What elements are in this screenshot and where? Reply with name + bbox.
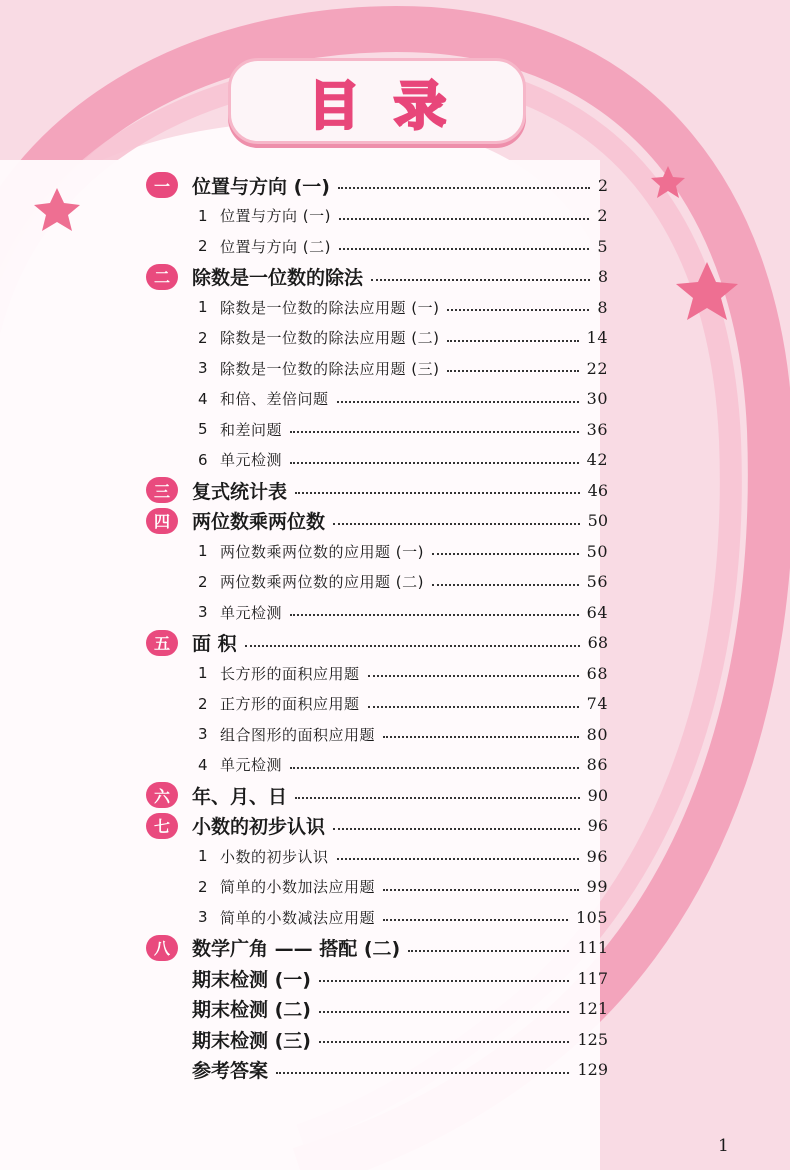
chapter-badge: 三 [146, 477, 178, 503]
toc-page-number: 125 [577, 1029, 608, 1049]
chapter-badge: 四 [146, 508, 178, 534]
page-number: 1 [718, 1136, 729, 1156]
toc-page-number: 64 [586, 602, 608, 622]
toc-entry-label: 正方形的面积应用题 [220, 695, 360, 713]
toc-entry-label: 参考答案 [192, 1060, 269, 1082]
toc-page-number: 96 [587, 816, 608, 835]
toc-chapter-row[interactable] [146, 933, 608, 963]
dot-leader [447, 340, 578, 342]
section-number: 1 [198, 542, 209, 560]
dot-leader [276, 1072, 569, 1074]
section-number: 4 [198, 389, 209, 408]
toc-entry-label: 和倍、差倍问题 [220, 390, 329, 408]
toc-page-number: 68 [587, 633, 608, 652]
section-number: 2 [198, 877, 209, 896]
chapter-badge: 一 [146, 172, 178, 198]
toc-entry-label: 面 积 [192, 633, 237, 655]
toc-extra-row[interactable] [192, 994, 608, 1024]
dot-leader [295, 492, 580, 494]
toc-entry-label: 年、月、日 [192, 785, 288, 808]
dot-leader [337, 401, 579, 403]
dot-leader [368, 706, 579, 708]
section-number: 3 [198, 725, 209, 743]
toc-page-number: 111 [577, 938, 608, 957]
dot-leader [333, 828, 580, 830]
toc-page-number: 86 [586, 755, 608, 774]
toc-page-number: 8 [597, 267, 608, 286]
toc-entry-label: 小数的初步认识 [192, 816, 326, 838]
toc-section-row[interactable] [198, 231, 608, 261]
toc-entry-label: 简单的小数减法应用题 [220, 908, 376, 927]
section-number: 2 [198, 694, 209, 713]
toc-entry-label: 除数是一位数的除法 [192, 267, 364, 289]
dot-leader [371, 279, 590, 281]
toc-chapter-row[interactable] [146, 475, 608, 505]
dot-leader [447, 370, 578, 372]
toc-section-row[interactable] [198, 689, 608, 719]
toc-entry-label: 两位数乘两位数的应用题 (二) [220, 573, 424, 591]
toc-section-row[interactable] [198, 353, 608, 383]
toc-page-number: 14 [586, 328, 608, 347]
toc-section-row[interactable] [198, 414, 608, 444]
dot-leader [383, 736, 579, 738]
toc-page-number: 22 [586, 358, 608, 378]
toc-page-number: 74 [586, 694, 608, 713]
chapter-badge: 六 [146, 782, 178, 808]
title-plate [228, 58, 526, 144]
toc-page-number: 105 [575, 907, 608, 927]
section-number: 1 [198, 664, 209, 682]
section-number: 2 [198, 572, 209, 591]
toc-section-row[interactable] [198, 567, 608, 597]
dot-leader [290, 767, 579, 769]
toc-page-number: 80 [586, 724, 608, 744]
toc-entry-label: 两位数乘两位数的应用题 (一) [220, 542, 424, 561]
section-number: 2 [198, 237, 209, 255]
toc-page-number: 8 [597, 297, 608, 317]
toc-page-number: 46 [587, 480, 608, 500]
dot-leader [290, 614, 579, 616]
toc-page-number: 68 [586, 663, 608, 683]
section-number: 6 [198, 450, 209, 469]
toc-section-row[interactable] [198, 872, 608, 902]
toc-chapter-row[interactable] [146, 506, 608, 536]
toc-page-number: 99 [586, 877, 608, 896]
section-number: 1 [198, 847, 209, 865]
toc-page-number: 42 [586, 450, 608, 469]
toc-chapter-row[interactable] [146, 170, 608, 200]
toc-page-number: 2 [597, 206, 608, 225]
toc-section-row[interactable] [198, 201, 608, 231]
toc-page-number: 30 [586, 389, 608, 408]
dot-leader [383, 919, 568, 921]
toc-entry-label: 除数是一位数的除法应用题 (二) [220, 329, 440, 347]
toc-page-number: 2 [597, 175, 608, 195]
toc-entry-label: 简单的小数加法应用题 [220, 878, 376, 896]
toc-page-number: 50 [587, 511, 608, 530]
chapter-badge: 七 [146, 813, 178, 839]
dot-leader [290, 462, 579, 464]
toc-entry-label: 复式统计表 [192, 480, 288, 503]
toc-entry-label: 小数的初步认识 [220, 847, 329, 866]
page-title: 目录 [307, 76, 480, 137]
toc-section-row[interactable] [198, 384, 608, 414]
toc-page-number: 50 [586, 541, 608, 561]
dot-leader [408, 950, 569, 952]
toc-page-number: 5 [597, 236, 608, 256]
section-number: 2 [198, 328, 209, 347]
dot-leader [319, 980, 569, 982]
toc-entry-label: 期末检测 (三) [192, 1029, 311, 1052]
toc-extra-row[interactable] [192, 1024, 608, 1054]
chapter-badge: 五 [146, 630, 178, 656]
section-number: 5 [198, 420, 209, 438]
dot-leader [447, 309, 589, 311]
toc-section-row[interactable] [198, 902, 608, 932]
dot-leader [333, 523, 580, 525]
toc-chapter-row[interactable] [146, 811, 608, 841]
dot-leader [368, 675, 579, 677]
toc-section-row[interactable] [198, 536, 608, 566]
toc-page-number: 96 [586, 846, 608, 866]
toc-extra-row[interactable] [192, 1055, 608, 1085]
toc-section-row[interactable] [198, 597, 608, 627]
toc-section-row[interactable] [198, 445, 608, 475]
dot-leader [245, 645, 580, 647]
toc-page-number: 129 [577, 1060, 608, 1079]
section-number: 3 [198, 908, 209, 926]
toc-section-row[interactable] [198, 323, 608, 353]
dot-leader [383, 889, 579, 891]
toc-entry-label: 单元检测 [220, 451, 283, 469]
toc-entry-label: 期末检测 (二) [192, 999, 311, 1021]
toc-entry-label: 两位数乘两位数 [192, 511, 326, 533]
toc-chapter-row[interactable] [146, 262, 608, 292]
dot-leader [339, 218, 589, 220]
toc-page-number: 56 [586, 572, 608, 591]
dot-leader [290, 431, 579, 433]
toc-entry-label: 除数是一位数的除法应用题 (三) [220, 359, 440, 378]
toc-extra-row[interactable] [192, 963, 608, 993]
dot-leader [319, 1011, 569, 1013]
toc-entry-label: 位置与方向 (二) [220, 237, 331, 256]
dot-leader [432, 553, 579, 555]
toc-entry-label: 期末检测 (一) [192, 968, 311, 991]
dot-leader [339, 248, 589, 250]
toc-entry-label: 单元检测 [220, 603, 283, 622]
toc-page-number: 36 [586, 419, 608, 439]
toc-entry-label: 位置与方向 (一) [220, 207, 331, 225]
dot-leader [432, 584, 579, 586]
dot-leader [319, 1041, 569, 1043]
toc-chapter-row[interactable] [146, 780, 608, 810]
section-number: 3 [198, 359, 209, 377]
dot-leader [337, 858, 579, 860]
toc-entry-label: 除数是一位数的除法应用题 (一) [220, 298, 440, 317]
section-number: 1 [198, 206, 209, 225]
section-number: 4 [198, 755, 209, 774]
toc-entry-label: 组合图形的面积应用题 [220, 725, 376, 744]
toc-section-row[interactable] [198, 658, 608, 688]
chapter-badge: 二 [146, 264, 178, 290]
toc-entry-label: 单元检测 [220, 756, 283, 774]
toc-page-number: 117 [577, 968, 608, 988]
toc-section-row[interactable] [198, 841, 608, 871]
dot-leader [338, 187, 590, 189]
toc-entry-label: 位置与方向 (一) [192, 175, 330, 198]
toc-page-number: 121 [577, 999, 608, 1018]
section-number: 1 [198, 298, 209, 316]
toc-entry-label: 长方形的面积应用题 [220, 664, 360, 683]
section-number: 3 [198, 603, 209, 621]
toc-section-row[interactable] [198, 719, 608, 749]
toc-entry-label: 和差问题 [220, 420, 283, 439]
toc-section-row[interactable] [198, 750, 608, 780]
chapter-badge: 八 [146, 935, 178, 961]
toc-chapter-row[interactable] [146, 628, 608, 658]
dot-leader [295, 797, 580, 799]
toc-entry-label: 数学广角 —— 搭配 (二) [192, 938, 401, 960]
toc-section-row[interactable] [198, 292, 608, 322]
toc-page-number: 90 [587, 785, 608, 805]
